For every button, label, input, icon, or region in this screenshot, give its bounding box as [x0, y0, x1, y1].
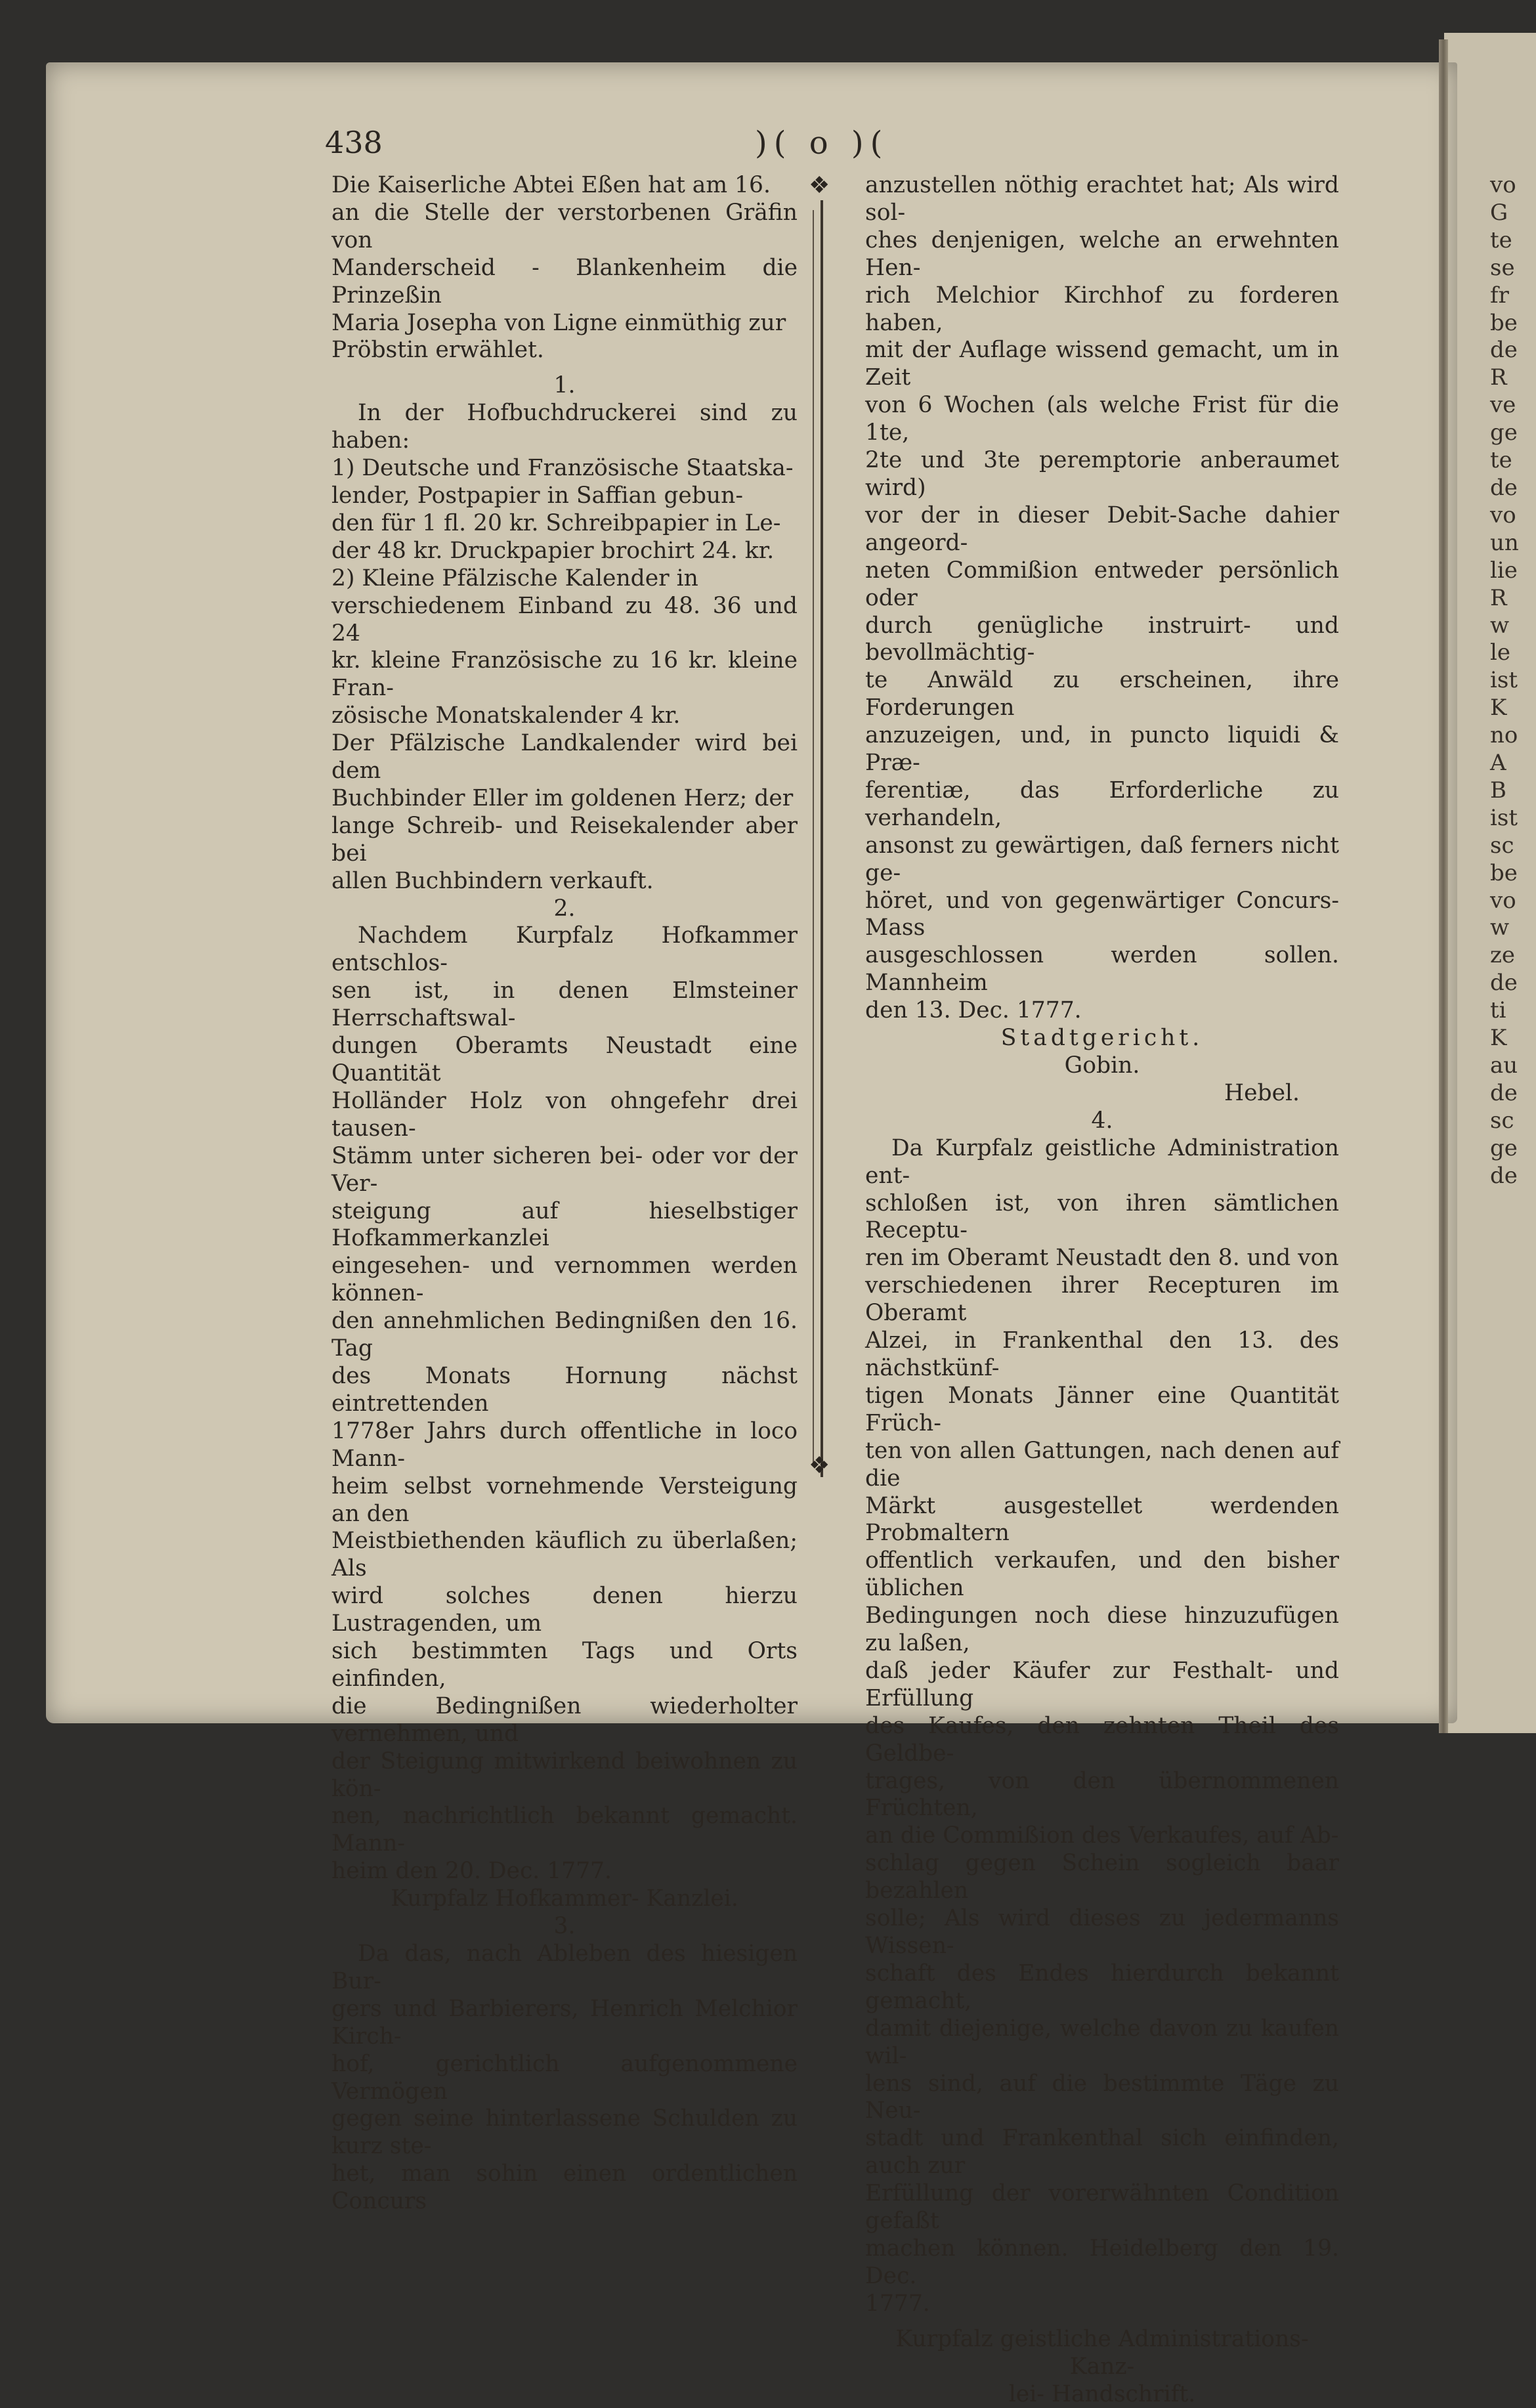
- right-column: [865, 172, 1339, 2408]
- text-line: verschiedenen ihrer Recepturen im Oberamt: [865, 1272, 1339, 1327]
- section-number: 3.: [331, 1913, 798, 1941]
- text-line: ansonst zu gewärtigen, daß ferners nicht ge-: [865, 832, 1339, 888]
- text-line: vo: [1490, 502, 1529, 530]
- text-line: steigung auf hieselbstiger Hofkammerkanzlei: [331, 1198, 798, 1253]
- text-line: be: [1490, 860, 1529, 888]
- text-line: Bedingungen noch diese hinzuzufügen zu laßen,: [865, 1602, 1339, 1658]
- text-line: offentlich verkaufen, und den bisher üblichen: [865, 1547, 1339, 1602]
- text-line: nen, nachrichtlich bekannt gemacht. Mann-: [331, 1803, 798, 1858]
- text-line: heim den 20. Dec. 1777.: [331, 1858, 798, 1885]
- text-line: A: [1490, 750, 1529, 777]
- text-line: rich Melchior Kirchhof zu forderen haben,: [865, 282, 1339, 337]
- text-line: stadt und Frankenthal sich einfinden, auch zur: [865, 2125, 1339, 2180]
- text-line: Der Pfälzische Landkalender wird bei dem: [331, 730, 798, 785]
- text-line: damit diejenige, welche davon zu kaufen wil-: [865, 2015, 1339, 2071]
- text-line: Alzei, in Frankenthal den 13. des nächstkünf-: [865, 1327, 1339, 1383]
- text-line: ist: [1490, 667, 1529, 695]
- text-line: verschiedenem Einband zu 48. 36 und 24: [331, 593, 798, 648]
- signature-court: Stadtgericht.: [865, 1025, 1339, 1052]
- text-line: des Monats Hornung nächst eintrettenden: [331, 1363, 798, 1418]
- text-line: Meistbiethenden käuflich zu überlaßen; Als: [331, 1528, 798, 1583]
- text-line: 2te und 3te peremptorie anberaumet wird): [865, 447, 1339, 502]
- page-number: 438: [325, 125, 383, 160]
- text-line: te Anwäld zu erscheinen, ihre Forderungen: [865, 667, 1339, 722]
- text-line: wird solches denen hierzu Lustragenden, um: [331, 1583, 798, 1638]
- section-signature: Kurpfalz Hofkammer- Kanzlei.: [331, 1885, 798, 1913]
- text-line: dungen Oberamts Neustadt eine Quantität: [331, 1033, 798, 1088]
- text-line: den 13. Dec. 1777.: [865, 997, 1339, 1025]
- text-line: w: [1490, 914, 1529, 942]
- text-line: te: [1490, 447, 1529, 475]
- text-line: an die Stelle der verstorbenen Gräfin von: [331, 200, 798, 255]
- text-line: R: [1490, 585, 1529, 613]
- left-column: [331, 172, 798, 2216]
- text-line: mit der Auflage wissend gemacht, um in Zeit: [865, 337, 1339, 392]
- text-line: daß jeder Käufer zur Festhalt- und Erfüllung: [865, 1658, 1339, 1713]
- text-line: un: [1490, 530, 1529, 557]
- text-line: ti: [1490, 997, 1529, 1025]
- signature-name-1: Gobin.: [865, 1052, 1339, 1080]
- text-line: lens sind, auf die bestimmte Täge zu Neu-: [865, 2071, 1339, 2126]
- text-line: Da Kurpfalz geistliche Administration ent-: [865, 1135, 1339, 1190]
- text-line: lender, Postpapier in Saffian gebun-: [331, 483, 798, 510]
- text-line: au: [1490, 1052, 1529, 1080]
- text-line: zösische Monatskalender 4 kr.: [331, 702, 798, 730]
- text-line: R: [1490, 364, 1529, 392]
- text-line: B: [1490, 777, 1529, 805]
- section-1-body: [331, 400, 798, 895]
- section-number: 1.: [331, 372, 798, 400]
- text-line: höret, und von gegenwärtiger Concurs-Mass: [865, 888, 1339, 943]
- section-3-continued: [865, 172, 1339, 1025]
- text-line: gegen seine hinterlassene Schulden zu kurz ste-: [331, 2105, 798, 2161]
- text-line: Pröbstin erwählet.: [331, 337, 798, 364]
- column-rule-thin: [813, 210, 814, 1464]
- text-line: Da das, nach Ableben des hiesigen Bur-: [331, 1941, 798, 1996]
- text-line: durch genügliche instruirt- und bevollmächtig-: [865, 613, 1339, 668]
- rule-ornament-top: ❖: [809, 172, 830, 199]
- text-line: ren im Oberamt Neustadt den 8. und von: [865, 1245, 1339, 1272]
- text-line: de: [1490, 475, 1529, 502]
- section-4-body: [865, 1135, 1339, 2318]
- text-line: be: [1490, 310, 1529, 337]
- text-line: ches denjenigen, welche an erwehnten Hen-: [865, 227, 1339, 282]
- text-line: Die Kaiserliche Abtei Eßen hat am 16.: [331, 172, 798, 200]
- text-line: 2) Kleine Pfälzische Kalender in: [331, 565, 798, 593]
- text-line: von 6 Wochen (als welche Frist für die 1te,: [865, 392, 1339, 447]
- text-line: de: [1490, 1080, 1529, 1107]
- text-line: Märkt ausgestellet werdenden Probmaltern: [865, 1493, 1339, 1548]
- text-line: ge: [1490, 419, 1529, 447]
- text-line: ge: [1490, 1135, 1529, 1163]
- text-line: heim selbst vornehmende Versteigung an den: [331, 1473, 798, 1528]
- text-line: gers und Barbierers, Henrich Melchior Kirch-: [331, 1996, 798, 2051]
- text-line: der Steigung mitwirkend beiwohnen zu kön-: [331, 1748, 798, 1803]
- column-rule: [821, 200, 823, 1477]
- text-line: ten von allen Gattungen, nach denen auf die: [865, 1438, 1339, 1493]
- text-line: se: [1490, 255, 1529, 282]
- text-line: tigen Monats Jänner eine Quantität Früch-: [865, 1383, 1339, 1438]
- section-4-signature: Kurpfalz geistliche Administrations- Kanz-: [865, 2326, 1339, 2381]
- text-line: hof, gerichtlich aufgenommene Vermögen: [331, 2051, 798, 2106]
- text-line: lange Schreib- und Reisekalender aber bei: [331, 813, 798, 868]
- text-line: den annehmlichen Bedingnißen den 16. Tag: [331, 1308, 798, 1363]
- text-line: Erfüllung der vorerwähnten Condition gefaßt: [865, 2180, 1339, 2235]
- text-line: an die Commißion des Verkaufes, auf Ab-: [865, 1822, 1339, 1850]
- text-line: Buchbinder Eller im goldenen Herz; der: [331, 785, 798, 813]
- text-line: Holländer Holz von ohngefehr drei tausen-: [331, 1088, 798, 1143]
- text-line: der 48 kr. Druckpapier brochirt 24. kr.: [331, 538, 798, 565]
- text-line: allen Buchbindern verkauft.: [331, 868, 798, 895]
- text-line: K: [1490, 1025, 1529, 1052]
- section-number: 4.: [865, 1107, 1339, 1135]
- text-line: sen ist, in denen Elmsteiner Herrschaftswal-: [331, 978, 798, 1033]
- text-line: 1777.: [865, 2290, 1339, 2318]
- section-3-body: [331, 1941, 798, 2216]
- intro-notice: [331, 172, 798, 364]
- section-4-signature: lei- Handschrift.: [865, 2381, 1339, 2408]
- text-line: neten Commißion entweder persönlich oder: [865, 557, 1339, 613]
- text-line: vor der in dieser Debit-Sache dahier angeord-: [865, 502, 1339, 557]
- text-line: kr. kleine Französische zu 16 kr. kleine Fran-: [331, 647, 798, 702]
- text-line: schaft des Endes hierdurch bekannt gemacht,: [865, 1960, 1339, 2015]
- text-line: te: [1490, 227, 1529, 255]
- text-line: K: [1490, 695, 1529, 722]
- text-line: le: [1490, 639, 1529, 667]
- text-line: des Kaufes, den zehnten Theil des Geldbe-: [865, 1713, 1339, 1768]
- text-line: ausgeschlossen werden sollen. Mannheim: [865, 942, 1339, 997]
- text-line: ze: [1490, 942, 1529, 970]
- text-line: het, man sohin einen ordentlichen Concurs: [331, 2161, 798, 2216]
- text-line: de: [1490, 970, 1529, 997]
- text-line: schloßen ist, von ihren sämtlichen Receptu-: [865, 1190, 1339, 1245]
- text-line: de: [1490, 337, 1529, 364]
- text-line: Maria Josepha von Ligne einmüthig zur: [331, 310, 798, 337]
- text-line: Stämm unter sicheren bei- oder vor der Ver-: [331, 1143, 798, 1198]
- header-ornament: )( o )(: [755, 125, 889, 161]
- text-line: In der Hofbuchdruckerei sind zu haben:: [331, 400, 798, 455]
- text-line: sc: [1490, 832, 1529, 860]
- section-2-body: [331, 922, 798, 1885]
- section-number: 2.: [331, 895, 798, 923]
- text-line: vo: [1490, 172, 1529, 200]
- facing-page-text: [1490, 172, 1529, 1190]
- text-line: die Bedingnißen wiederholter vernehmen, und: [331, 1693, 798, 1748]
- text-line: eingesehen- und vernommen werden können-: [331, 1253, 798, 1308]
- text-line: ve: [1490, 392, 1529, 419]
- text-line: schlag gegen Schein sogleich baar bezahlen: [865, 1850, 1339, 1905]
- text-line: lie: [1490, 557, 1529, 585]
- signature-name-2: Hebel.: [865, 1080, 1339, 1107]
- text-line: 1) Deutsche und Französische Staatska-: [331, 455, 798, 483]
- text-line: ist: [1490, 805, 1529, 832]
- text-line: trages, von den übernommenen Früchten,: [865, 1768, 1339, 1823]
- text-line: G: [1490, 200, 1529, 227]
- text-line: Nachdem Kurpfalz Hofkammer entschlos-: [331, 922, 798, 978]
- text-line: sich bestimmten Tags und Orts einfinden,: [331, 1638, 798, 1693]
- text-line: ferentiæ, das Erforderliche zu verhandeln,: [865, 777, 1339, 832]
- text-line: vo: [1490, 888, 1529, 915]
- page-header: [0, 125, 1528, 171]
- text-line: Manderscheid - Blankenheim die Prinzeßin: [331, 255, 798, 310]
- text-line: fr: [1490, 282, 1529, 310]
- text-line: 1778er Jahrs durch offentliche in loco Mann-: [331, 1418, 798, 1473]
- text-line: solle; Als wird dieses zu jedermanns Wissen-: [865, 1905, 1339, 1960]
- text-line: sc: [1490, 1107, 1529, 1135]
- book-gutter: [1439, 39, 1448, 1733]
- text-line: no: [1490, 722, 1529, 750]
- text-line: w: [1490, 613, 1529, 640]
- text-line: machen können. Heidelberg den 19. Dec.: [865, 2235, 1339, 2290]
- rule-ornament-bottom: ❖: [809, 1452, 830, 1479]
- text-line: de: [1490, 1163, 1529, 1190]
- text-line: den für 1 fl. 20 kr. Schreibpapier in Le-: [331, 510, 798, 538]
- text-line: anzustellen nöthig erachtet hat; Als wird sol-: [865, 172, 1339, 227]
- text-line: anzuzeigen, und, in puncto liquidi & Præ-: [865, 722, 1339, 777]
